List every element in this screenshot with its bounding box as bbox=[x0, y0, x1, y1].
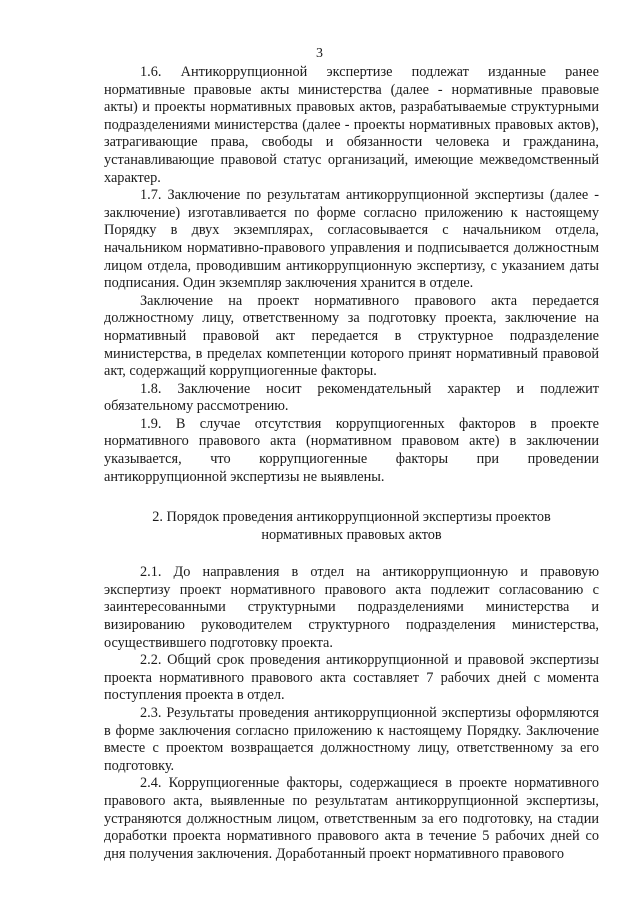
paragraph-1-9: 1.9. В случае отсутствия коррупциогенных факторов в проекте нормативного правового акта (нормативном правовом акте) в заключении указывается, что коррупциогенные факторы при проведении антикоррупционной экспертизы не выявлены. bbox=[104, 415, 599, 485]
document-body bbox=[104, 64, 599, 863]
paragraph-1-8: 1.8. Заключение носит рекомендательный характер и подлежит обязательному рассмотрению. bbox=[104, 380, 599, 415]
page-number: 3 bbox=[316, 46, 323, 61]
section-2-heading bbox=[104, 508, 599, 544]
section-2-heading-line-2: нормативных правовых актов bbox=[261, 527, 442, 544]
paragraph-2-1: 2.1. До направления в отдел на антикоррупционную и правовую экспертизу проект нормативного правового акта подлежит согласованию с заинтересованными структурными подразделениями министерства и визированию руководителем структурного подразделения министерства, осуществившего подготовку проекта. bbox=[104, 564, 599, 651]
paragraph-2-4: 2.4. Коррупциогенные факторы, содержащиеся в проекте нормативного правового акта, выявленные по результатам антикоррупционной экспертизы, устраняются должностным лицом, ответственным за его подготовку, на стадии доработки проекта нормативного правового акта в течение 5 рабочих дней со дня получения заключения. Доработанный проект нормативного правового bbox=[104, 775, 599, 862]
section-2-heading-line-1: 2. Порядок проведения антикоррупционной экспертизы проектов bbox=[152, 509, 551, 526]
paragraph-2-2: 2.2. Общий срок проведения антикоррупционной и правовой экспертизы проекта нормативного правового акта составляет 7 рабочих дней с момента поступления проекта в отдел. bbox=[104, 652, 599, 704]
paragraph-1-6: 1.6. Антикоррупционной экспертизе подлежат изданные ранее нормативные правовые акты министерства (далее - нормативные правовые акты) и проекты нормативных правовых актов, разрабатываемые структурными подразделениями министерства (далее - проекты нормативных правовых актов), затрагивающие права, свободы и обязанности человека и гражданина, устанавливающие правовой статус организаций, имеющие межведомственный характер. bbox=[104, 64, 599, 186]
paragraph-2-3: 2.3. Результаты проведения антикоррупционной экспертизы оформляются в форме заключения согласно приложению к настоящему Порядку. Заключение вместе с проектом возвращается должностному лицу, ответственному за его подготовку. bbox=[104, 705, 599, 774]
paragraph-1-7-continued: Заключение на проект нормативного правового акта передается должностному лицу, ответственному за подготовку проекта, заключение на нормативный правовой акт передается в структурное подразделение министерства, в пределах компетенции которого принят нормативный правовой акт, содержащий коррупциогенные факторы. bbox=[104, 292, 599, 380]
paragraph-1-7: 1.7. Заключение по результатам антикоррупционной экспертизы (далее - заключение) изготавливается по форме согласно приложению к настоящему Порядку в двух экземплярах, согласовывается с начальником отдела, начальником нормативно-правового управления и подписывается должностным лицом отдела, проводившим антикоррупционную экспертизу, с указанием даты подписания. Один экземпляр заключения хранится в отделе. bbox=[104, 187, 599, 292]
